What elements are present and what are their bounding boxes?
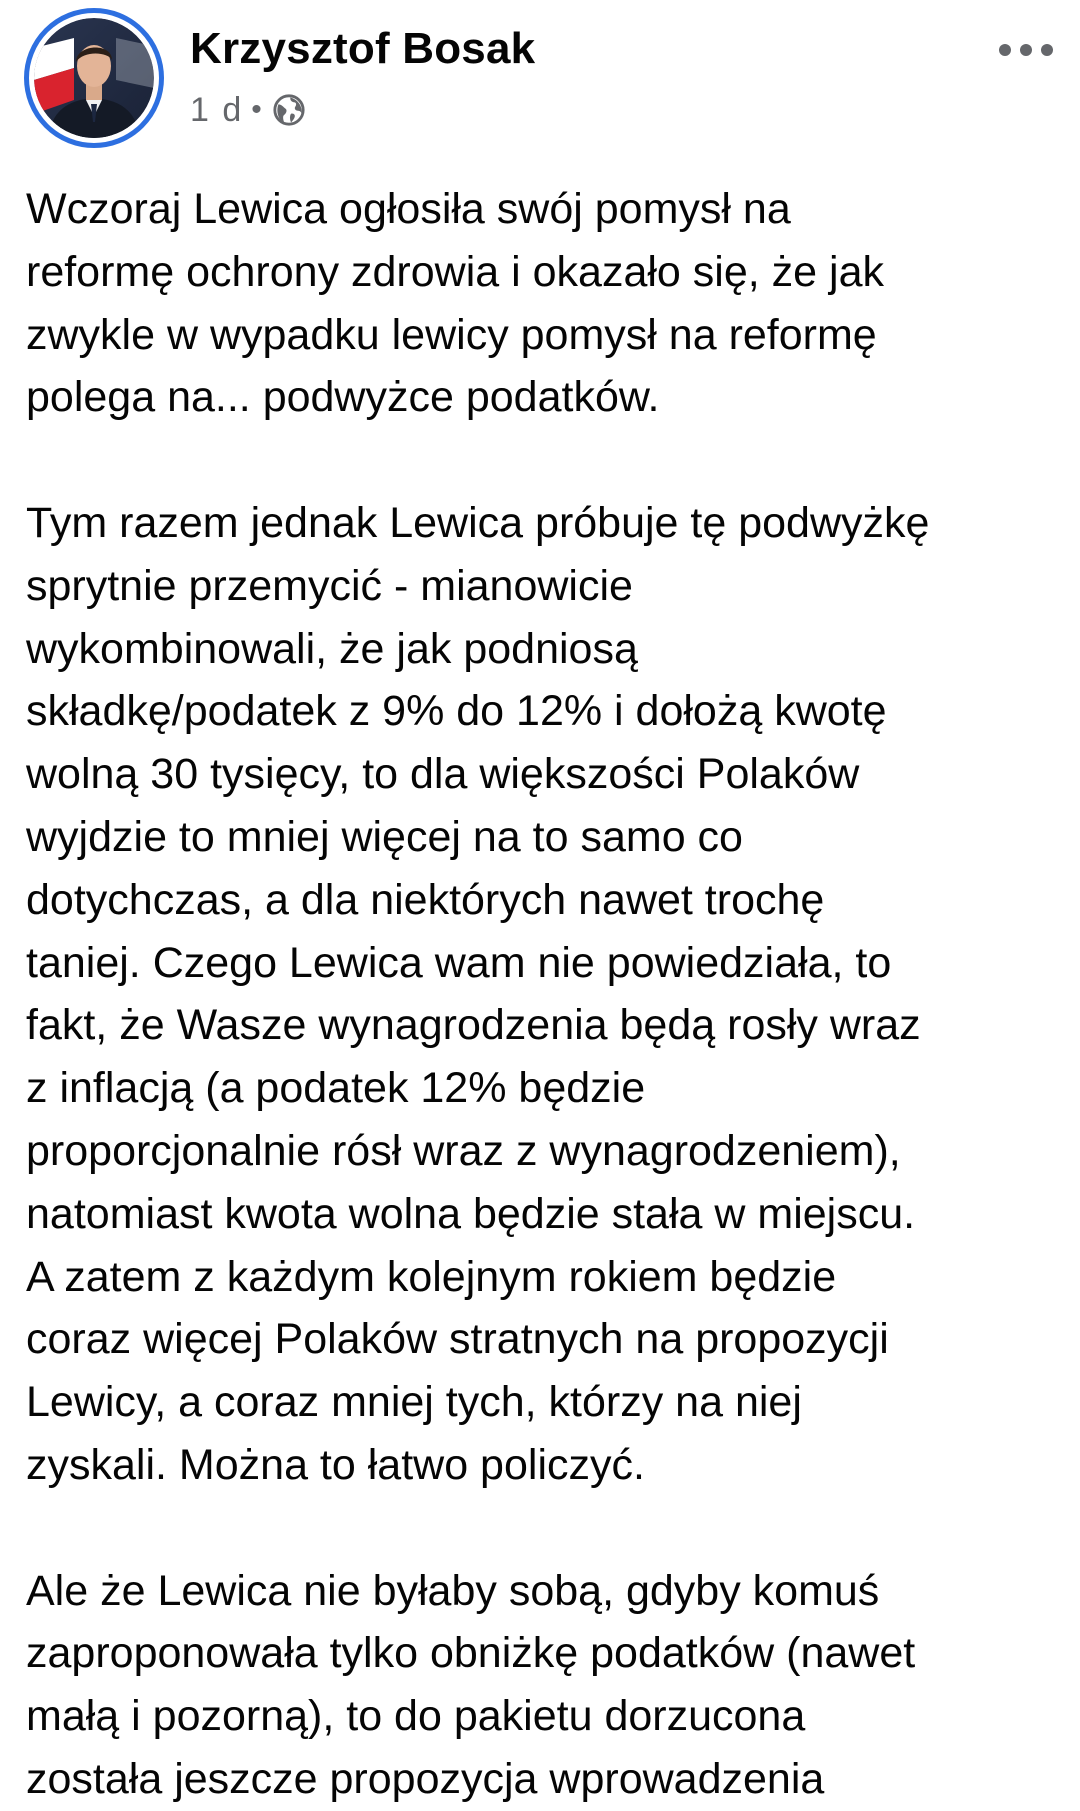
post-text-line: składkę/podatek z 9% do 12% i dołożą kwotę bbox=[26, 687, 887, 736]
post-text-line: Tym razem jednak Lewica próbuje tę podwyżkę bbox=[26, 498, 930, 547]
post-text-line: wyjdzie to mniej więcej na to samo co bbox=[26, 812, 743, 861]
post-timestamp[interactable]: 1 d bbox=[190, 90, 244, 129]
profile-avatar-button[interactable] bbox=[24, 8, 164, 148]
post-text-line: taniej. Czego Lewica wam nie powiedziała, to bbox=[26, 938, 892, 987]
post-text-line: proporcjonalnie rósł wraz z wynagrodzeniem), bbox=[26, 1126, 901, 1175]
post-text-line: sprytnie przemycić - mianowicie bbox=[26, 561, 633, 610]
post-text-line: zyskali. Można to łatwo policzyć. bbox=[26, 1440, 645, 1489]
post-text-line: coraz więcej Polaków stratnych na propozycji bbox=[26, 1315, 889, 1364]
post-text-line: Ale że Lewica nie byłaby sobą, gdyby komuś bbox=[26, 1566, 880, 1615]
post-text-line: Lewicy, a coraz mniej tych, którzy na niej bbox=[26, 1378, 802, 1427]
author-name[interactable]: Krzysztof Bosak bbox=[190, 24, 536, 73]
post-text-line: wykombinowali, że jak podniosą bbox=[26, 624, 638, 673]
post-text-line: została jeszcze propozycja wprowadzenia bbox=[26, 1754, 825, 1803]
post-header bbox=[0, 0, 1080, 160]
more-options-button[interactable] bbox=[990, 30, 1062, 70]
meta-separator: • bbox=[251, 93, 262, 126]
post-meta bbox=[190, 88, 306, 132]
globe-icon[interactable] bbox=[272, 93, 306, 127]
post-text-line: zaproponowała tylko obniżkę podatków (nawet bbox=[26, 1629, 916, 1678]
post-paragraph bbox=[26, 492, 1066, 1497]
post-text-line: małą i pozorną), to do pakietu dorzucona bbox=[26, 1692, 806, 1741]
post-text-line: polega na... podwyżce podatków. bbox=[26, 373, 660, 422]
post-paragraph bbox=[26, 1560, 1066, 1811]
post-text bbox=[26, 178, 1066, 1811]
more-horizontal-icon bbox=[998, 43, 1054, 57]
post-text-line: A zatem z każdym kolejnym rokiem będzie bbox=[26, 1252, 837, 1301]
post-text-line: reformę ochrony zdrowia i okazało się, że jak bbox=[26, 247, 884, 296]
post-text-line: Wczoraj Lewica ogłosiła swój pomysł na bbox=[26, 185, 791, 233]
avatar bbox=[34, 18, 154, 138]
post-text-line: fakt, że Wasze wynagrodzenia będą rosły wraz bbox=[26, 1001, 921, 1050]
post-text-line: zwykle w wypadku lewicy pomysł na reformę bbox=[26, 310, 877, 359]
post-text-line: dotychczas, a dla niektórych nawet trochę bbox=[26, 875, 825, 924]
post-paragraph bbox=[26, 178, 1066, 429]
post-text-line: z inflacją (a podatek 12% będzie bbox=[26, 1064, 646, 1113]
post-text-line: wolną 30 tysięcy, to dla większości Polaków bbox=[26, 750, 860, 799]
post-text-line: natomiast kwota wolna będzie stała w miejscu. bbox=[26, 1189, 916, 1238]
